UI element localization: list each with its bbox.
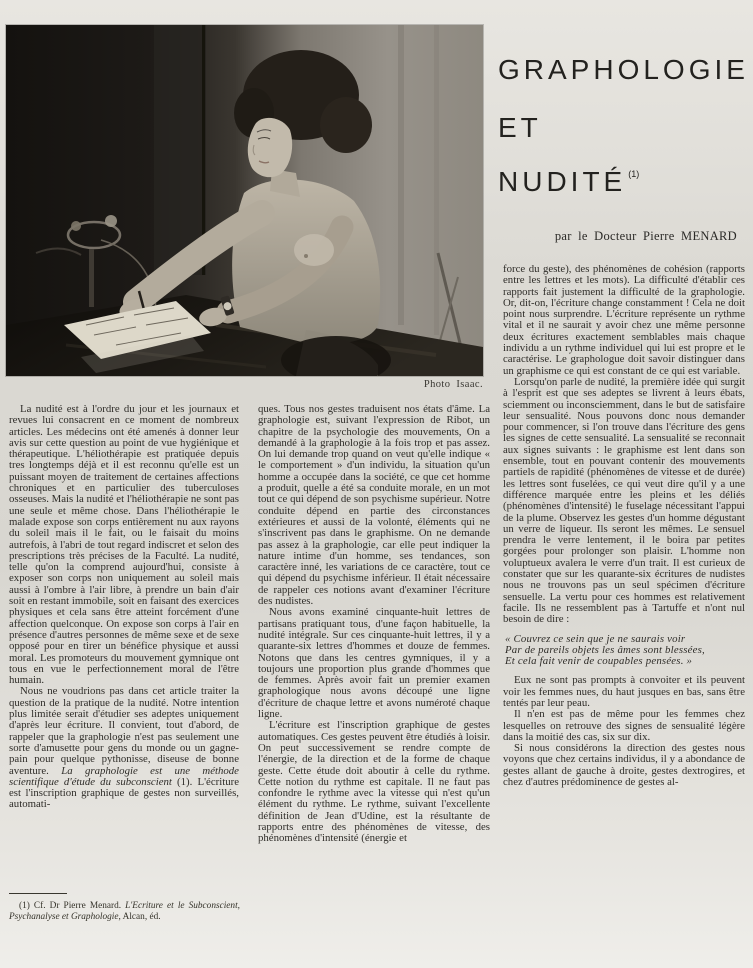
title-line-2: ET — [498, 112, 542, 143]
text: Eux ne sont pas prompts à convoiter et ils peuvent voir les femmes nues, du haut jusques en bas, sans être tentés par leur peau. — [503, 674, 745, 709]
photo-caption: Photo Isaac. — [423, 379, 483, 390]
paragraph — [258, 607, 490, 720]
text: La nudité est à l'ordre du jour et les journaux et revues lui consacrent en ce moment de nombreux articles. Les médecins ont été amenés à donner leur avis sur cette question au point de vue hygiénique et thérapeutique. L'héliothérapie est pratiquée depuis tres longtemps déjà et il est reconnu qu'elle est un puissant moyen de traitement de certaines affections chroniques et en particulier des tuberculoses osseuses. Mais la nudité et l'héliothérapie ne sont pas une seule et même chose. Dans l'héliothérapie le malade expose son corps entièrement nu aux rayons du soleil mais il le fait, ou le faisait du moins autrefois, à l'abri de tout regard indiscret et selon des prescriptions très précises de la Faculté. La nudité, telle qu'on la comprend aujourd'hui, consiste à exposer son corps non uniquement au soleil mais aussi à l'ombre à l'air libre, à prendre un bain d'air soit en restant immobile, soit en faisant des exercices physiques et cela sans être atteint forcément d'une affection quelconque. On expose son corps à l'air en présence d'autres personnes de même sexe et de sexe opposé pour en tirer un bénéfice physique et aussi moral. Les promoteurs du mouvement gymnique ont tous en vue le perfectionnement moral de l'être humain. — [9, 403, 239, 687]
text: force du geste), des phénomènes de cohésion (rapports entre les lettres et les mots). La difficulté d'établir ces rapports fait justement la difficulté de la graphologie. Or, dit-on, l'écriture change constamment ! Cela ne doit point nous surprendre. L'écriture représente un rythme vital et il ne saurait y avoir chez une même personne deux écritures exactement semblables mais chaque individu a un rythme individuel qui lui est propre et le caractérise. Le graphologue doit savoir distinguer dans un graphisme ce qui est constant de ce qui est variable. — [503, 263, 745, 377]
text-column-2 — [258, 404, 490, 845]
footnote — [9, 893, 240, 922]
title-word: NUDITÉ — [498, 166, 627, 197]
text: Lorsqu'on parle de nudité, la première idée qui surgit à l'esprit est que ses adeptes se livrent à leurs ébats, sciemment ou inconsciemment, dans le but de satisfaire leur sensualité. Nous pouvons donc nous demander pour commencer, si l'on trouve dans l'écriture des gens les signes de cette sensualité. La sensualité se reconnait aux signes suivants : le graphisme est lent dans son ensemble, tout en pouvant contenir des mouvements partiels de rapidité (phénomènes de vitesse et de durée) les lettres sont fuselées, ce qui veut dire qu'il y a une différence marquée entre les pleins et les déliés (phénomènes d'intensité) le fuselage nécessitant l'appui de la plume. Observez les gestes d'un homme dégustant un verre de liqueur. Ils seront les mêmes. Le sensuel prendra le verre lentement, il le boira par petites gorgées pour prolonger son plaisir. L'homme non voluptueux avalera le verre d'un trait. Il est curieux de constater que sur les quarante-six écritures de nudistes nous ne trouvons pas un seul spécimen d'écriture sensuelle. La vertu pour ces hommes est relativement facile. Ils ne ressemblent pas à Tartuffe et n'ont nul besoin de dire : — [503, 375, 745, 626]
title-line-1: GRAPHOLOGIE — [498, 54, 749, 85]
text: Il n'en est pas de même pour les femmes chez lesquelles on retrouve des signes de sensualité légère dans la moitié des cas, six sur dix. — [503, 708, 745, 743]
dark-door-band — [154, 25, 206, 275]
paragraph — [9, 686, 239, 810]
text: (1) Cf. Dr Pierre Menard. — [19, 901, 126, 911]
paragraph — [258, 404, 490, 607]
article-masthead — [498, 55, 747, 244]
italic-text: La graphologie est une méthode scientifique d'étude du subconscient — [9, 764, 239, 788]
italic-text: L'Ecriture et le Subconscient, Psychanalyse et Graphologie — [9, 901, 240, 922]
verse-line: Et cela fait venir de coupables pensées. » — [505, 655, 693, 668]
title-line-3 — [498, 160, 747, 196]
footnote-rule — [9, 893, 67, 894]
paragraph — [503, 377, 745, 626]
verse-quote — [505, 634, 745, 668]
text: Si nous considérons la direction des gestes nous voyons que chez certains individus, il y a abondance de gestes allant de gauche à droite, gestes dextrogires, et chez d'autres prédominence de gestes al- — [503, 742, 745, 789]
paragraph — [258, 720, 490, 844]
paragraph — [503, 743, 745, 788]
text-column-1 — [9, 404, 239, 811]
paragraph — [503, 709, 745, 743]
photo-illustration — [6, 25, 483, 376]
text: (1). L'écriture est l'inscription graphique de gestes non surveillés, automati- — [9, 775, 239, 811]
verse-line: Par de pareils objets les âmes sont blessées, — [505, 643, 705, 656]
paragraph — [503, 675, 745, 709]
text: Nous ne voudrions pas dans cet article traiter la question de la pratique de la nudité. Notre intention plus limitée serait d'étudier ses adeptes uniquement d'après leur écriture. Il convient, tout d'abord, de rappeler que la graphologie n'est pas seulement une sorte d'amusette pour gens du monde ou un gagne-pain pour quelque pythonisse, diseuse de bonne aventure. — [9, 685, 239, 777]
breast — [294, 234, 334, 266]
face — [248, 118, 292, 177]
paragraph — [9, 404, 239, 686]
text: ques. Tous nos gestes traduisent nos états d'âme. La graphologie est, suivant l'expression de Ribot, un chapitre de la psychologie des mouvements, On a demandé à la graphologie à la fois trop et pas assez. On lui demande trop quand on veut qu'elle indique « le comportement » d'un individu, la situation qu'un homme a occupée dans la société, ce que cet homme a produit, quelle a été sa conduite morale, en un mot tout ce qui dépend de son psychisme supérieur. Notre conduite dépend en partie des circonstances extérieures et aussi de la volonté, éléments qui ne s'inscrivent pas dans le graphisme. On ne demande pas assez à la graphologie, car elle peut indiquer la nature intime d'un homme, ses tendances, son caractère inné, les variations de ce caractère, tout ce qui dépend du psychisme inférieur. Il était nécessaire de rappeler ces notions avant d'examiner l'écriture des nudistes. — [258, 403, 490, 608]
title-footnote-ref: (1) — [628, 169, 640, 179]
footnote-text — [9, 901, 240, 922]
text: L'écriture est l'inscription graphique de gestes automatiques. Ces gestes peuvent être étudiés à loisir. On peut successivement se rendre compte de l'énergie, de la direction et de la forme de chaque geste. Cette étude doit aboutir à celle du rythme. Cette notion du rythme est capitale. Il ne faut pas confondre le rythme avec la vitesse qui n'est qu'un élément du rythme. Le rythme, suivant l'excellente définition de Jean d'Udine, est la résultante de rapports entre des phénomènes de vitesse, des phénomènes d'intensité (énergie et — [258, 719, 490, 845]
byline: par le Docteur Pierre MENARD — [554, 229, 737, 243]
text-column-3 — [503, 264, 745, 788]
paragraph — [503, 264, 745, 377]
text: , Alcan, éd. — [118, 911, 161, 922]
text: Nous avons examiné cinquante-huit lettres de partisans pratiquant tous, d'une façon habituelle, la nudité intégrale. Sur ces cinquante-huit lettres, il y a quarante-six lettres d'hommes et douze de femmes. Notons que dans les centres gymniques, il y a toujours une proportion plus grande d'hommes que de femmes. Après avoir fait un premier examen graphologique nous avons découpé une ligne d'écriture de chaque lettre et avons numéroté chaque ligne. — [258, 606, 490, 721]
article-photo — [6, 25, 483, 376]
wall-streak — [398, 25, 404, 325]
verse-line: « Couvrez ce sein que je ne saurais voir — [505, 632, 686, 645]
